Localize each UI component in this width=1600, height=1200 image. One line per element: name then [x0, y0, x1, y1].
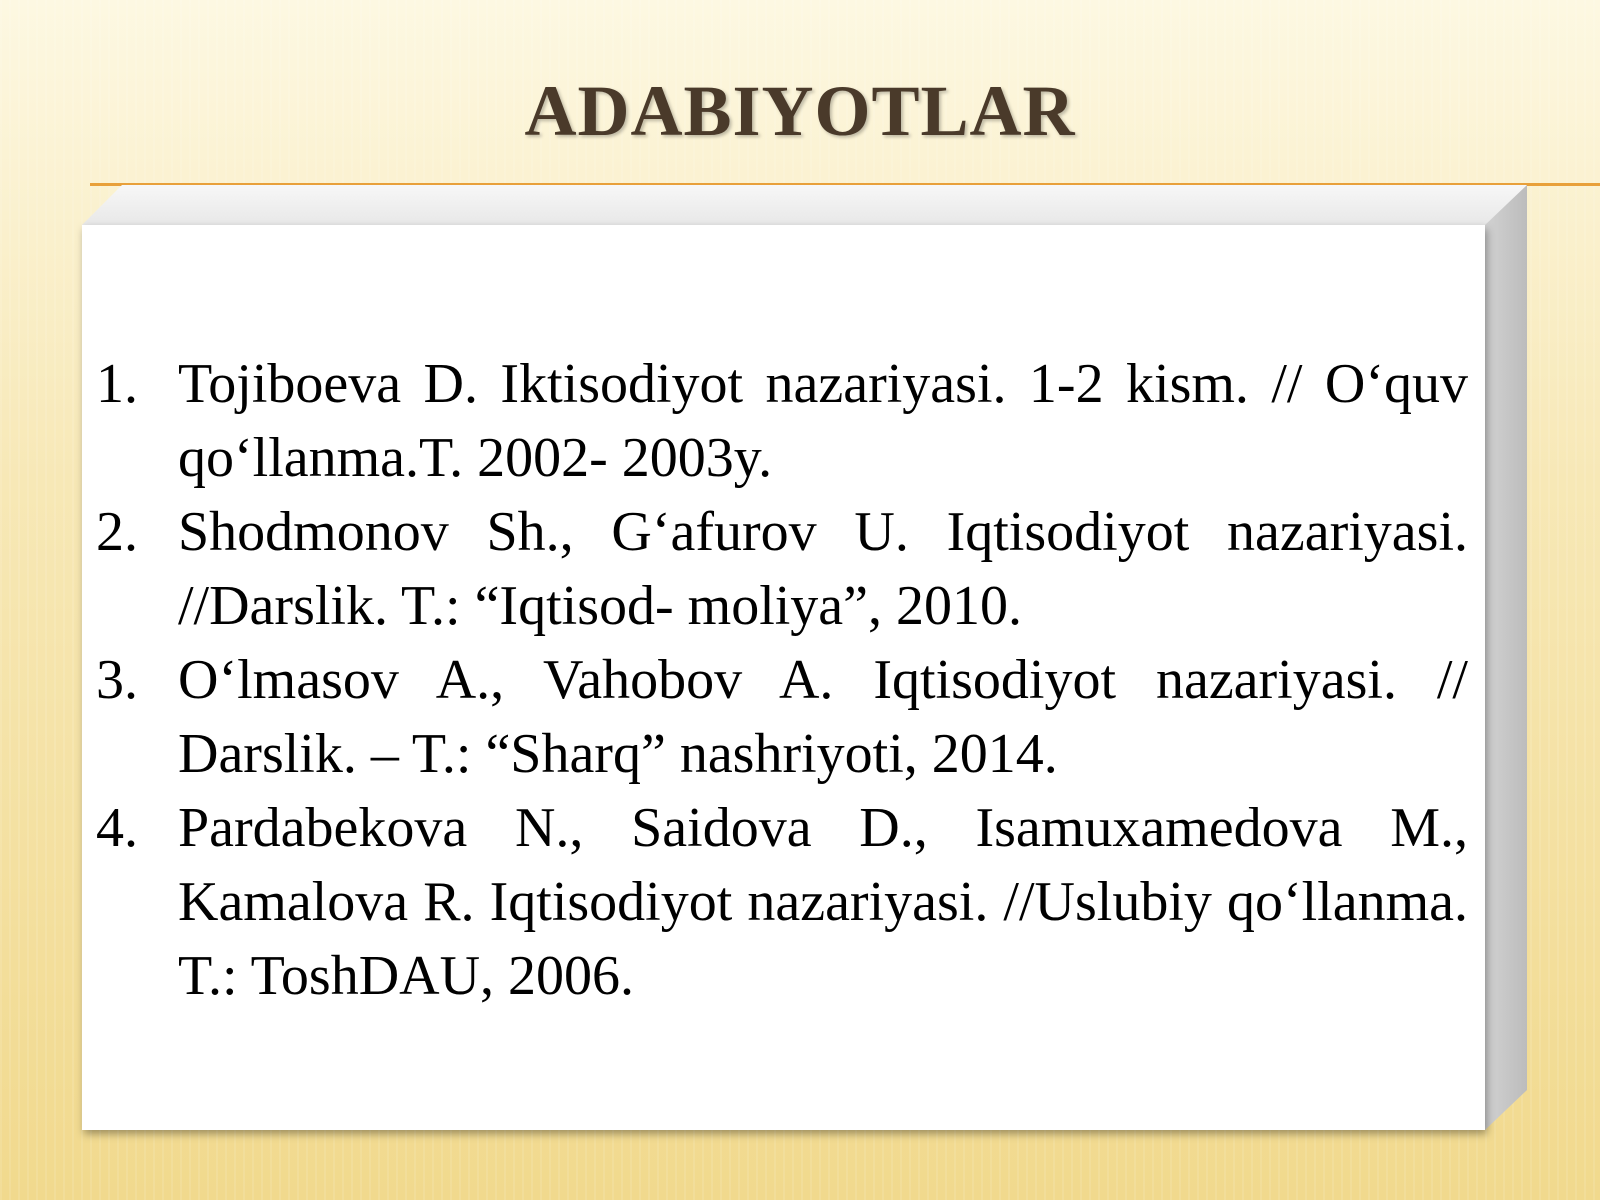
slide-title: ADABIYOTLAR	[524, 71, 1076, 151]
reference-text: O‘lmasov A., Vahobov A. Iqtisodiyot nazariyasi. // Darslik. – T.: “Sharq” nashriyoti, 2014.	[178, 649, 1468, 785]
text-box-side-bevel	[1485, 185, 1527, 1130]
reference-text: Tojiboeva D. Iktisodiyot nazariyasi. 1-2 kism. // O‘quv qo‘llanma.T. 2002- 2003y.	[178, 353, 1468, 489]
reference-number: 3.	[96, 649, 138, 711]
reference-item	[96, 495, 1468, 643]
reference-number: 1.	[96, 353, 138, 415]
reference-text: Pardabekova N., Saidova D., Isamuxamedova M., Kamalova R. Iqtisodiyot nazariyasi. //Uslubiy qo‘llanma. T.: ToshDAU, 2006.	[178, 797, 1468, 1007]
reference-number: 2.	[96, 501, 138, 563]
reference-item	[96, 791, 1468, 1013]
reference-text: Shodmonov Sh., G‘afurov U. Iqtisodiyot nazariyasi. //Darslik. T.: “Iqtisod- moliya”, 2010.	[178, 501, 1468, 637]
reference-item	[96, 347, 1468, 495]
text-box-top-bevel	[82, 185, 1527, 225]
reference-number: 4.	[96, 797, 138, 859]
reference-list	[96, 347, 1468, 1013]
reference-item	[96, 643, 1468, 791]
